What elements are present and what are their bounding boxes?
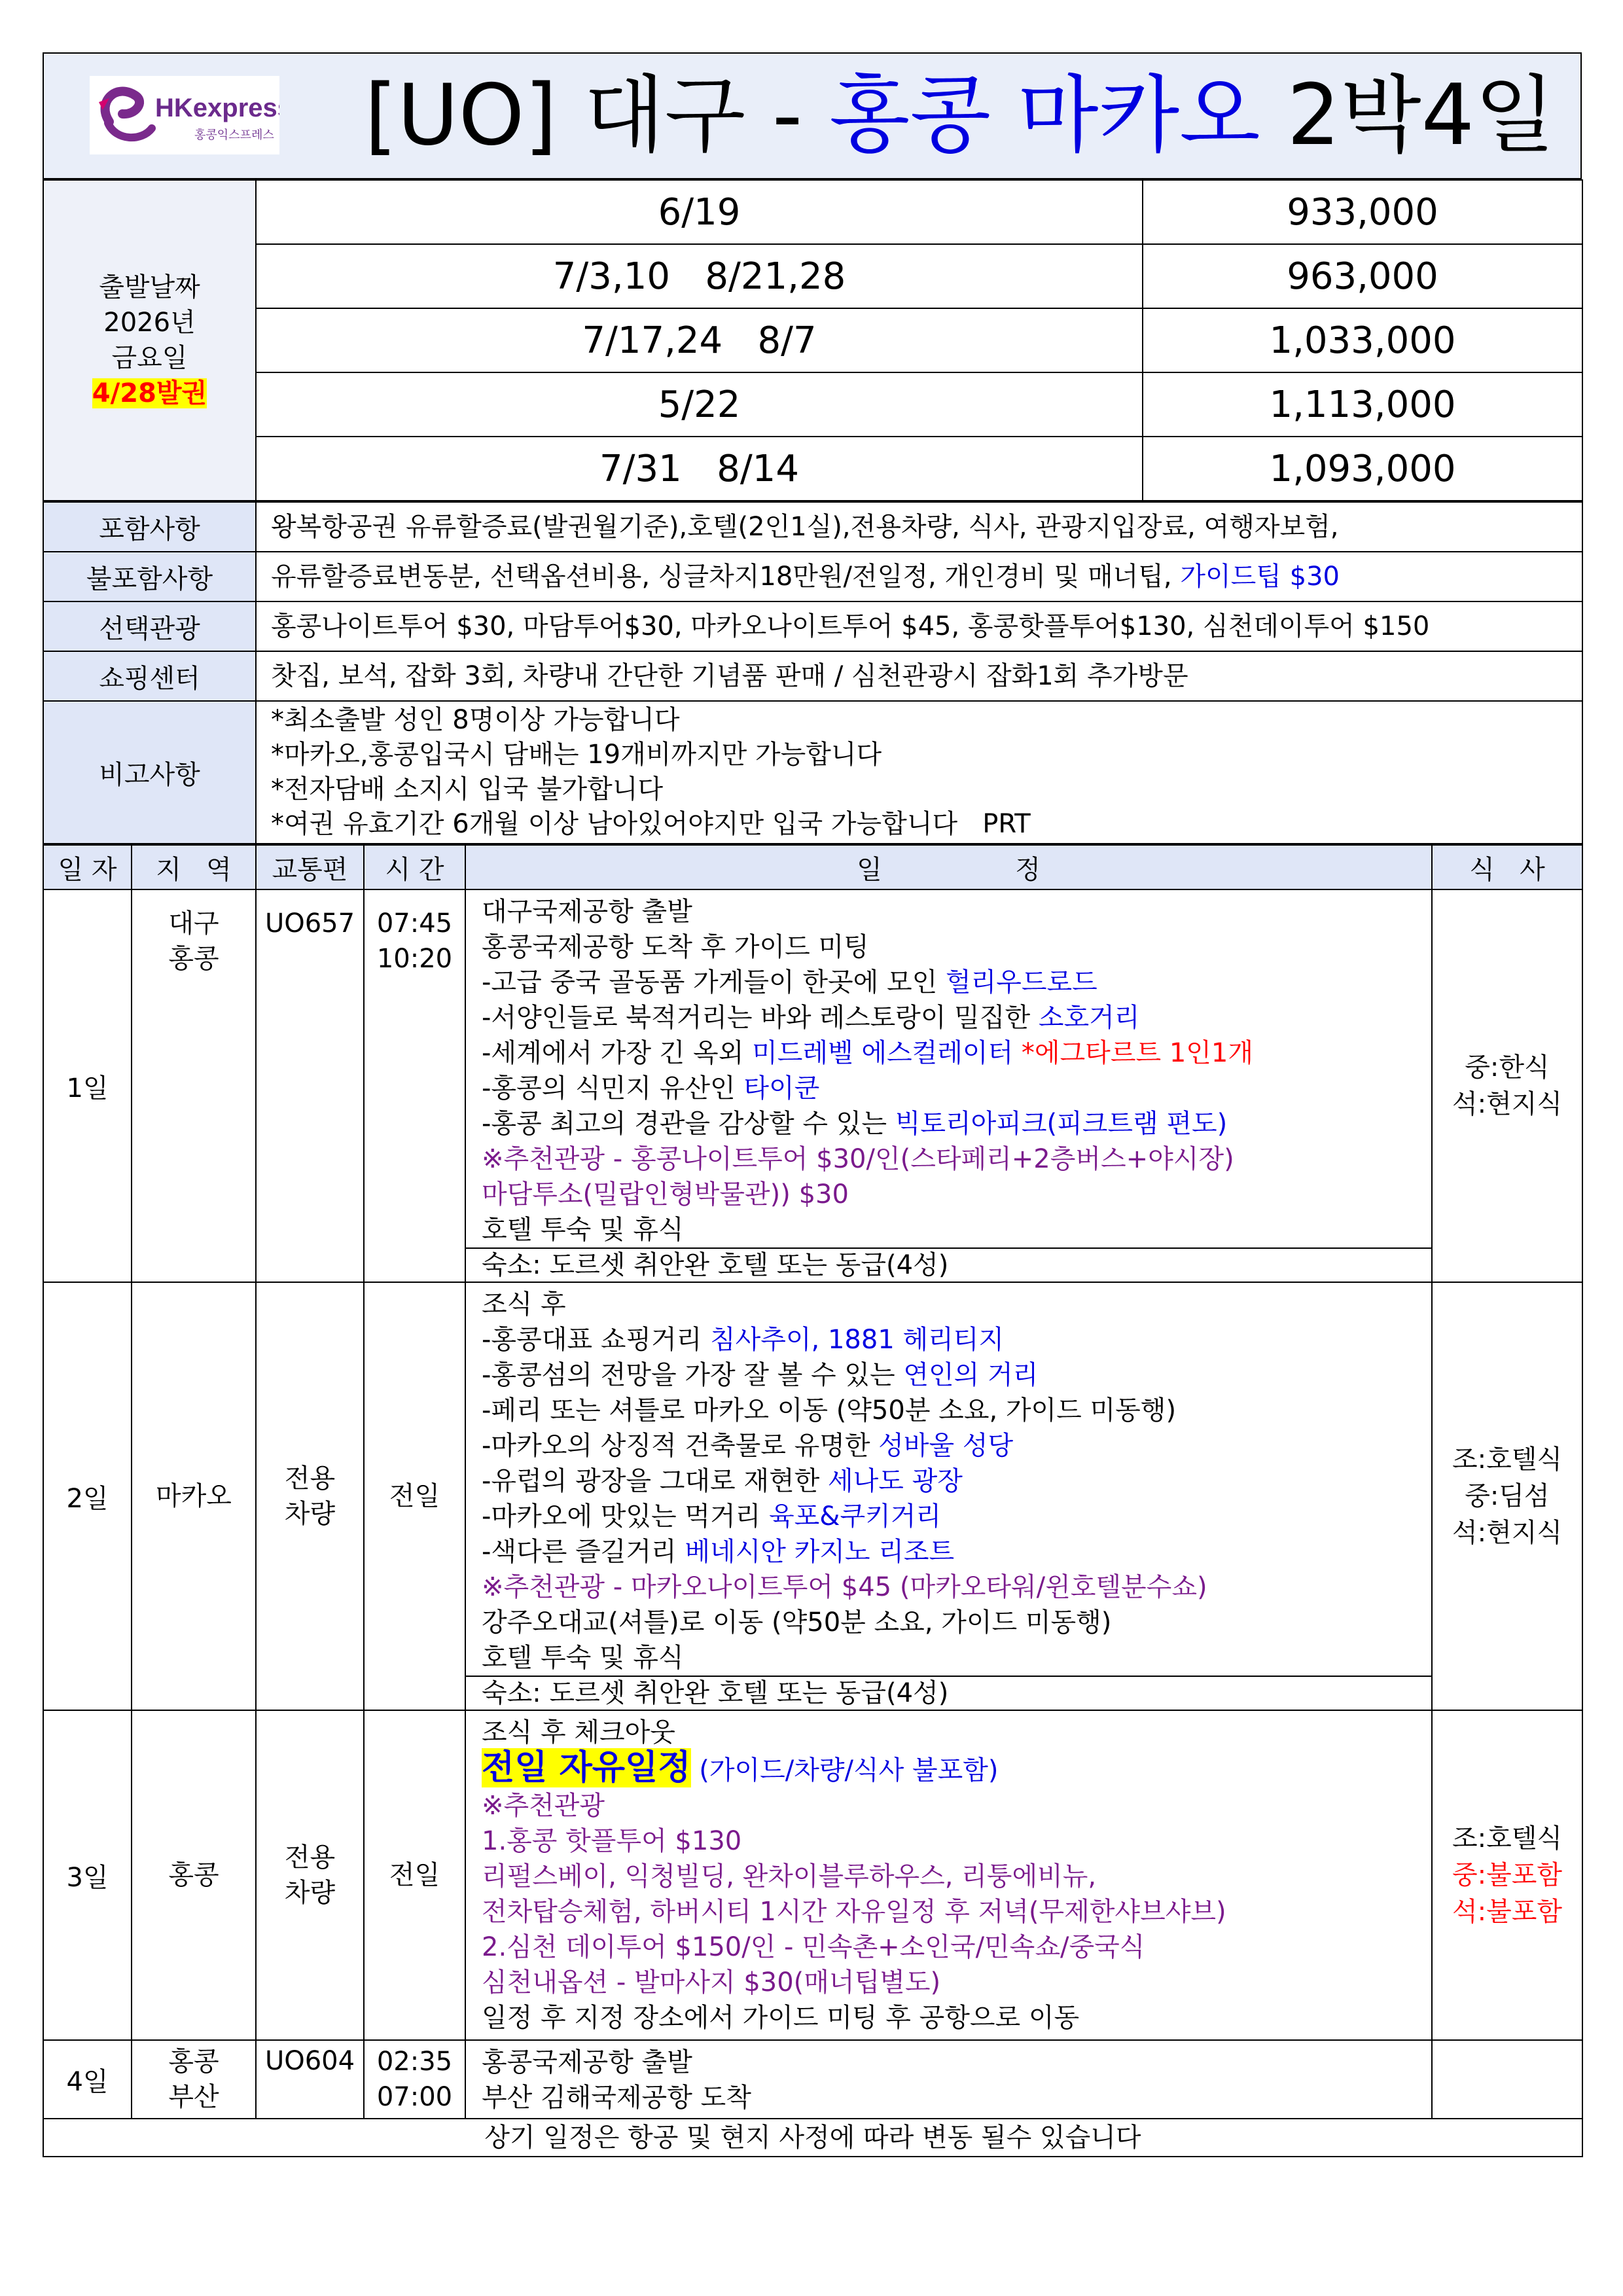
free-day-highlight: 전일 자유일정 bbox=[482, 1748, 691, 1787]
included-label: 포함사항 bbox=[43, 502, 256, 552]
day-schedule: 홍콩국제공항 출발 부산 김해국제공항 도착 bbox=[465, 2040, 1432, 2119]
transport-type: 전용 차량 bbox=[256, 1710, 364, 2040]
departure-dates: 7/17,24 8/7 bbox=[256, 308, 1143, 372]
remark-item: *마카오,홍콩입국시 담배는 19개비까지만 가능합니다 bbox=[271, 740, 882, 770]
day-region: 마카오 bbox=[132, 1282, 256, 1710]
day-number: 1일 bbox=[43, 889, 132, 1282]
departure-dates: 5/22 bbox=[256, 372, 1143, 437]
day-schedule: 조식 후 체크아웃 전일 자유일정 (가이드/차량/식사 불포함) ※추천관광 1.홍콩 핫플투어 $130 리펄스베이, 익청빌딩, 완차이블루하우스, 리퉁에비뉴, 전차탑승체험, 하버시티 1시간 자유일정 후 저녁(무제한샤브샤브) 2.심천 데이투어 $150/인 - 민속촌+소인국/민속쇼/중국식 심천내옵션 - 발마사지 $30(매너팁별도) 일정 후 지정 장소에서 가이드 미팅 후 공항으로 이동 bbox=[465, 1710, 1432, 2040]
col-transport: 교통편 bbox=[256, 845, 364, 889]
flight-number: UO604 bbox=[256, 2040, 364, 2119]
info-table bbox=[43, 501, 1583, 844]
departure-label-cell: 출발날짜 2026년 금요일 4/28발권 bbox=[43, 180, 256, 501]
col-meal: 식 사 bbox=[1432, 845, 1582, 889]
excluded-label: 불포함사항 bbox=[43, 552, 256, 601]
departure-table bbox=[43, 179, 1583, 501]
optional-label: 선택관광 bbox=[43, 601, 256, 651]
col-time: 시 간 bbox=[364, 845, 465, 889]
day-region: 홍콩 bbox=[132, 1710, 256, 2040]
day-row-2 bbox=[43, 1282, 1582, 1710]
col-schedule: 일 정 bbox=[465, 845, 1432, 889]
day-meals: 중:한식 석:현지식 bbox=[1432, 889, 1582, 1282]
day-region: 홍콩 부산 bbox=[132, 2040, 256, 2119]
departure-price: 963,000 bbox=[1143, 244, 1582, 308]
day-row-3 bbox=[43, 1710, 1582, 2040]
shopping-text: 찻집, 보석, 잡화 3회, 차량내 간단한 기념품 판매 / 심천관광시 잡화1회 추가방문 bbox=[256, 651, 1582, 701]
col-day: 일 자 bbox=[43, 845, 132, 889]
lodging-info: 숙소: 도르셋 취안완 호텔 또는 동급(4성) bbox=[466, 1247, 1431, 1282]
departure-price: 1,113,000 bbox=[1143, 372, 1582, 437]
day-meals: 조:호텔식 중:불포함 석:불포함 bbox=[1432, 1710, 1582, 2040]
flight-times: 07:45 10:20 bbox=[364, 889, 465, 1282]
day-row-4 bbox=[43, 2040, 1582, 2119]
day-meals bbox=[1432, 2040, 1582, 2119]
departure-dates: 6/19 bbox=[256, 180, 1143, 244]
transport-type: 전용 차량 bbox=[256, 1282, 364, 1710]
excluded-text: 유류할증료변동분, 선택옵션비용, 싱글차지18만원/전일정, 개인경비 및 매너팁, 가이드팁 $30 bbox=[256, 552, 1582, 601]
svg-text:HKexpress: HKexpress bbox=[155, 94, 279, 122]
svg-text:홍콩익스프레스: 홍콩익스프레스 bbox=[194, 128, 274, 142]
flight-times: 02:35 07:00 bbox=[364, 2040, 465, 2119]
day-schedule: 조식 후 -홍콩대표 쇼핑거리 침사추이, 1881 헤리티지 -홍콩섬의 전망을 가장 잘 볼 수 있는 연인의 거리 -페리 또는 셔틀로 마카오 이동 (약50분 소요, 가이드 미동행) -마카오의 상징적 건축물로 유명한 성바울 성당 -유럽의 광장을 그대로 재현한 세나도 광장 -마카오에 맛있는 먹거리 육포&쿠키거리 -색다른 즐길거리 베네시안 카지노 리조트 ※추천관광 - 마카오나이트투어 $45 (마카오타워/윈호텔분수쇼) 강주오대교(셔틀)로 이동 (약50분 소요, 가이드 미동행) 호텔 투숙 및 휴식 숙소: 도르셋 취안완 호텔 또는 동급(4성) bbox=[465, 1282, 1432, 1710]
title-bar bbox=[43, 53, 1581, 179]
remark-item: *여권 유효기간 6개월 이상 남아있어야지만 입국 가능합니다 PRT bbox=[271, 809, 1031, 839]
page-title: [UO] 대구 - 홍콩 마카오 2박4일 bbox=[365, 67, 1556, 164]
departure-price: 1,033,000 bbox=[1143, 308, 1582, 372]
day-number: 3일 bbox=[43, 1710, 132, 2040]
itinerary-sheet bbox=[43, 52, 1582, 2157]
day-number: 2일 bbox=[43, 1282, 132, 1710]
departure-price: 1,093,000 bbox=[1143, 437, 1582, 501]
day-time: 전일 bbox=[364, 1710, 465, 2040]
hkexpress-logo bbox=[90, 76, 279, 154]
shopping-label: 쇼핑센터 bbox=[43, 651, 256, 701]
schedule-table bbox=[43, 844, 1583, 2157]
ticketing-badge: 4/28발권 bbox=[92, 378, 207, 408]
remark-item: *최소출발 성인 8명이상 가능합니다 bbox=[271, 705, 680, 735]
departure-price: 933,000 bbox=[1143, 180, 1582, 244]
remark-item: *전자담배 소지시 입국 불가합니다 bbox=[271, 774, 664, 804]
day-meals: 조:호텔식 중:딤섬 석:현지식 bbox=[1432, 1282, 1582, 1710]
day-number: 4일 bbox=[43, 2040, 132, 2119]
footer-note: 상기 일정은 항공 및 현지 사정에 따라 변동 될수 있습니다 bbox=[43, 2119, 1582, 2157]
col-region: 지 역 bbox=[132, 845, 256, 889]
day-row-1 bbox=[43, 889, 1582, 1282]
title-table bbox=[43, 52, 1582, 179]
day-time: 전일 bbox=[364, 1282, 465, 1710]
remarks-label: 비고사항 bbox=[43, 701, 256, 844]
included-text: 왕복항공권 유류할증료(발권월기준),호텔(2인1실),전용차량, 식사, 관광지입장료, 여행자보험, bbox=[256, 502, 1582, 552]
day-schedule: 대구국제공항 출발 홍콩국제공항 도착 후 가이드 미팅 -고급 중국 골동품 가게들이 한곳에 모인 헐리우드로드 -서양인들로 북적거리는 바와 레스토랑이 밀집한 소호거리 -세계에서 가장 긴 옥외 미드레벨 에스컬레이터 *에그타르트 1인1개 -홍콩의 식민지 유산인 타이쿤 -홍콩 최고의 경관을 감상할 수 있는 빅토리아피크(피크트램 편도) ※추천관광 - 홍콩나이트투어 $30/인(스타페리+2층버스+야시장) 마담투소(밀랍인형박물관)) $30 호텔 투숙 및 휴식 숙소: 도르셋 취안완 호텔 또는 동급(4성) bbox=[465, 889, 1432, 1282]
day-region: 대구 홍콩 bbox=[132, 889, 256, 1282]
departure-dates: 7/3,10 8/21,28 bbox=[256, 244, 1143, 308]
flight-number: UO657 bbox=[256, 889, 364, 1282]
remarks-text bbox=[256, 701, 1582, 844]
guide-tip: 가이드팁 $30 bbox=[1180, 562, 1340, 592]
departure-dates: 7/31 8/14 bbox=[256, 437, 1143, 501]
optional-text: 홍콩나이트투어 $30, 마담투어$30, 마카오나이트투어 $45, 홍콩핫플투어$130, 심천데이투어 $150 bbox=[256, 601, 1582, 651]
lodging-info: 숙소: 도르셋 취안완 호텔 또는 동급(4성) bbox=[466, 1676, 1431, 1710]
